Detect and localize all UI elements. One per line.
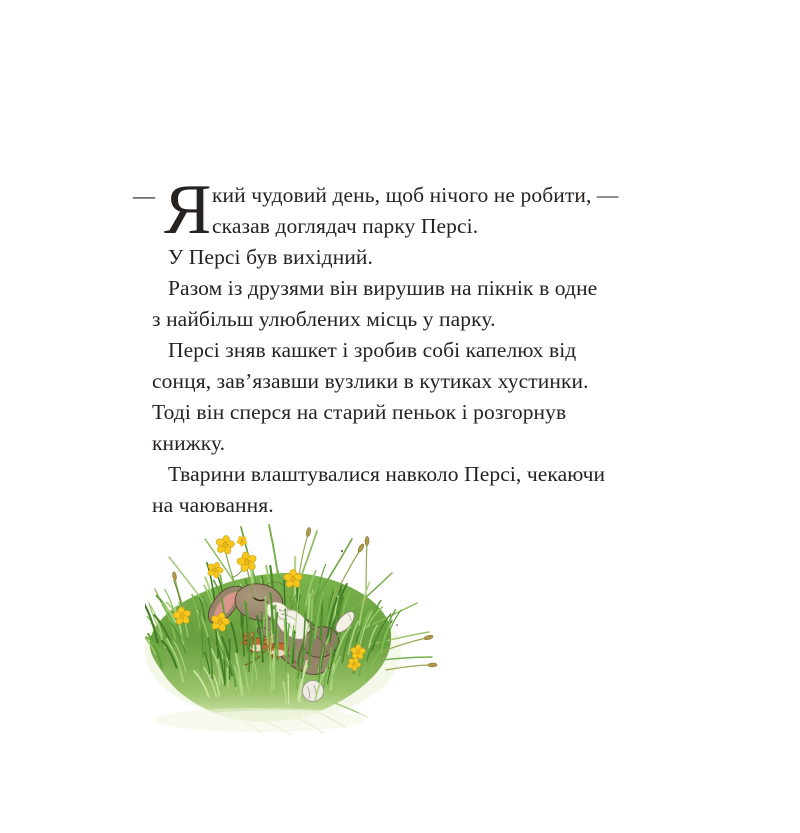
buttercup-flower xyxy=(234,550,259,574)
buttercup-flower xyxy=(213,534,236,557)
drop-cap: Я xyxy=(164,171,212,249)
story-line: книжку. xyxy=(152,431,226,455)
story-line: У Персі був вихідний. xyxy=(168,245,374,269)
buttercup-bud xyxy=(234,533,249,548)
fade-wash xyxy=(155,708,365,732)
story-line: сонця, зав’язавши вузлики в кутиках хустинки. xyxy=(152,369,589,393)
opening-dash: — xyxy=(133,183,156,208)
rabbit-illustration xyxy=(145,521,460,749)
story-line: з найбільш улюблених місць у парку. xyxy=(152,307,496,331)
story-line: Тварини влаштувалися навколо Персі, чекаючи xyxy=(168,462,606,486)
story-text xyxy=(133,171,619,521)
story-line: Разом із друзями він вирушив на пікнік в одне xyxy=(168,276,598,300)
story-line: кий чудовий день, щоб нічого не робити, — xyxy=(212,183,619,207)
story-line: Персі зняв кашкет і зробив собі капелюх від xyxy=(168,338,577,362)
story-line: на чаювання. xyxy=(152,493,274,517)
story-line: сказав доглядач парку Персі. xyxy=(212,214,479,238)
story-line: Тоді він сперся на старий пеньок і розгорнув xyxy=(152,400,567,424)
